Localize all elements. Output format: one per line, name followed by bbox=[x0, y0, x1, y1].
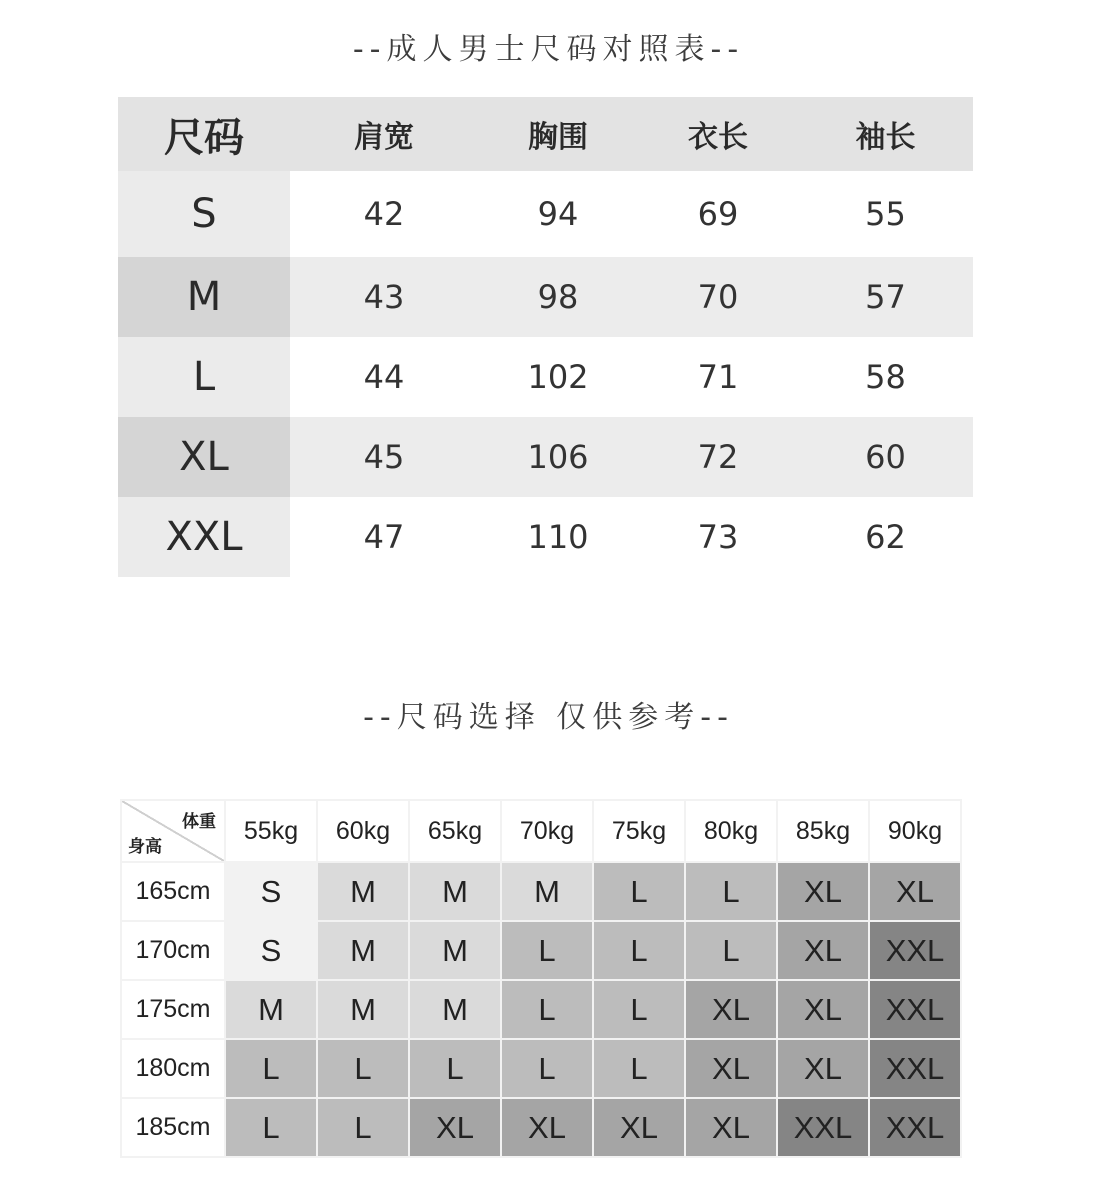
size-chart-value-cell: 94 bbox=[537, 195, 579, 233]
size-chart-value-cell: 47 bbox=[363, 518, 405, 556]
weight-header-cell: 85kg bbox=[777, 800, 869, 862]
size-chart-value-cell: 70 bbox=[697, 278, 739, 316]
recommended-size-cell: M bbox=[409, 980, 501, 1039]
size-chart-size-label: XL bbox=[118, 417, 290, 497]
recommended-size-cell: XXL bbox=[777, 1098, 869, 1157]
recommended-size-cell: L bbox=[409, 1039, 501, 1098]
height-label-cell: 170cm bbox=[121, 921, 225, 980]
size-chart-header-row bbox=[118, 97, 973, 171]
size-chart-value-cell: 60 bbox=[865, 438, 906, 476]
recommended-size-cell: XL bbox=[777, 862, 869, 921]
size-chart-row bbox=[118, 171, 973, 257]
height-label-cell: 180cm bbox=[121, 1039, 225, 1098]
recommended-size-cell: L bbox=[317, 1098, 409, 1157]
recommended-size-cell: XL bbox=[777, 921, 869, 980]
recommended-size-cell: S bbox=[225, 921, 317, 980]
recommended-size-cell: M bbox=[317, 921, 409, 980]
weight-header-cell: 55kg bbox=[225, 800, 317, 862]
recommended-size-cell: M bbox=[225, 980, 317, 1039]
recommended-size-cell: XL bbox=[685, 980, 777, 1039]
size-recommendation-table bbox=[120, 799, 962, 1158]
size-chart-value-cell: 72 bbox=[697, 438, 739, 476]
recommended-size-cell: L bbox=[593, 862, 685, 921]
recommended-size-cell: XL bbox=[501, 1098, 593, 1157]
recommended-size-cell: M bbox=[409, 862, 501, 921]
weight-header-cell: 70kg bbox=[501, 800, 593, 862]
size-chart-value-cell: 73 bbox=[697, 518, 739, 556]
size-chart-row bbox=[118, 257, 973, 337]
recommended-size-cell: XXL bbox=[869, 980, 961, 1039]
recommended-size-cell: M bbox=[409, 921, 501, 980]
height-label-cell: 165cm bbox=[121, 862, 225, 921]
size-chart-value-cell: 45 bbox=[363, 438, 405, 476]
height-label-cell: 185cm bbox=[121, 1098, 225, 1157]
weight-header-row bbox=[121, 800, 961, 862]
recommended-size-cell: XL bbox=[869, 862, 961, 921]
recommended-size-cell: L bbox=[593, 980, 685, 1039]
height-label-cell: 175cm bbox=[121, 980, 225, 1039]
corner-header-cell bbox=[121, 800, 225, 862]
size-chart-value-cell: 55 bbox=[865, 195, 906, 233]
size-chart-value-cell: 69 bbox=[697, 195, 739, 233]
size-chart-value-cell: 71 bbox=[697, 358, 739, 396]
height-axis-label: 身高 bbox=[128, 837, 162, 856]
weight-header-cell: 80kg bbox=[685, 800, 777, 862]
recommended-size-cell: L bbox=[225, 1039, 317, 1098]
weight-header-cell: 90kg bbox=[869, 800, 961, 862]
recommended-size-cell: XXL bbox=[869, 1098, 961, 1157]
recommended-size-cell: S bbox=[225, 862, 317, 921]
size-chart-value-cell: 102 bbox=[527, 358, 589, 396]
weight-header-cell: 75kg bbox=[593, 800, 685, 862]
recommended-size-cell: L bbox=[501, 921, 593, 980]
size-chart-value-cell: 106 bbox=[527, 438, 589, 476]
recommended-size-cell: L bbox=[501, 980, 593, 1039]
recommended-size-cell: XL bbox=[777, 980, 869, 1039]
size-chart-value-cell: 62 bbox=[865, 518, 906, 556]
height-row bbox=[121, 862, 961, 921]
size-chart-size-label: XXL bbox=[118, 497, 290, 577]
size-chart-value-cell: 58 bbox=[865, 358, 906, 396]
size-chart-size-label: L bbox=[118, 337, 290, 417]
recommended-size-cell: M bbox=[317, 980, 409, 1039]
recommended-size-cell: XL bbox=[593, 1098, 685, 1157]
size-chart-title: --成人男士尺码对照表-- bbox=[352, 32, 745, 67]
recommended-size-cell: XL bbox=[409, 1098, 501, 1157]
recommended-size-cell: XL bbox=[685, 1098, 777, 1157]
size-chart-header-cell: 袖长 bbox=[855, 120, 916, 155]
recommended-size-cell: L bbox=[225, 1098, 317, 1157]
recommended-size-cell: L bbox=[685, 862, 777, 921]
height-row bbox=[121, 1098, 961, 1157]
height-row bbox=[121, 1039, 961, 1098]
recommended-size-cell: XL bbox=[777, 1039, 869, 1098]
size-chart-value-cell: 110 bbox=[527, 518, 589, 556]
weight-header-cell: 65kg bbox=[409, 800, 501, 862]
height-row bbox=[121, 921, 961, 980]
size-chart-header-cell: 衣长 bbox=[688, 120, 748, 155]
size-chart-header-cell: 肩宽 bbox=[354, 120, 414, 155]
size-chart-size-label: M bbox=[118, 257, 290, 337]
size-chart-table bbox=[118, 97, 973, 577]
recommended-size-cell: L bbox=[593, 921, 685, 980]
recommended-size-cell: XXL bbox=[869, 921, 961, 980]
weight-header-cell: 60kg bbox=[317, 800, 409, 862]
size-chart-value-cell: 44 bbox=[363, 358, 405, 396]
size-chart-size-label: S bbox=[118, 171, 290, 257]
size-chart-header-cell: 胸围 bbox=[528, 120, 588, 155]
recommended-size-cell: L bbox=[317, 1039, 409, 1098]
weight-axis-label: 体重 bbox=[182, 812, 216, 831]
recommended-size-cell: M bbox=[501, 862, 593, 921]
recommended-size-cell: L bbox=[501, 1039, 593, 1098]
size-chart-header-cell: 尺码 bbox=[164, 114, 244, 161]
recommended-size-cell: M bbox=[317, 862, 409, 921]
recommended-size-cell: L bbox=[685, 921, 777, 980]
size-chart-row bbox=[118, 417, 973, 497]
size-chart-value-cell: 43 bbox=[363, 278, 405, 316]
size-chart-value-cell: 98 bbox=[537, 278, 579, 316]
size-chart-row bbox=[118, 337, 973, 417]
recommended-size-cell: L bbox=[593, 1039, 685, 1098]
recommended-size-cell: XL bbox=[685, 1039, 777, 1098]
size-chart-row bbox=[118, 497, 973, 577]
recommended-size-cell: XXL bbox=[869, 1039, 961, 1098]
height-row bbox=[121, 980, 961, 1039]
size-chart-value-cell: 42 bbox=[363, 195, 405, 233]
recommendation-title: --尺码选择 仅供参考-- bbox=[363, 700, 734, 735]
size-chart-value-cell: 57 bbox=[865, 278, 906, 316]
